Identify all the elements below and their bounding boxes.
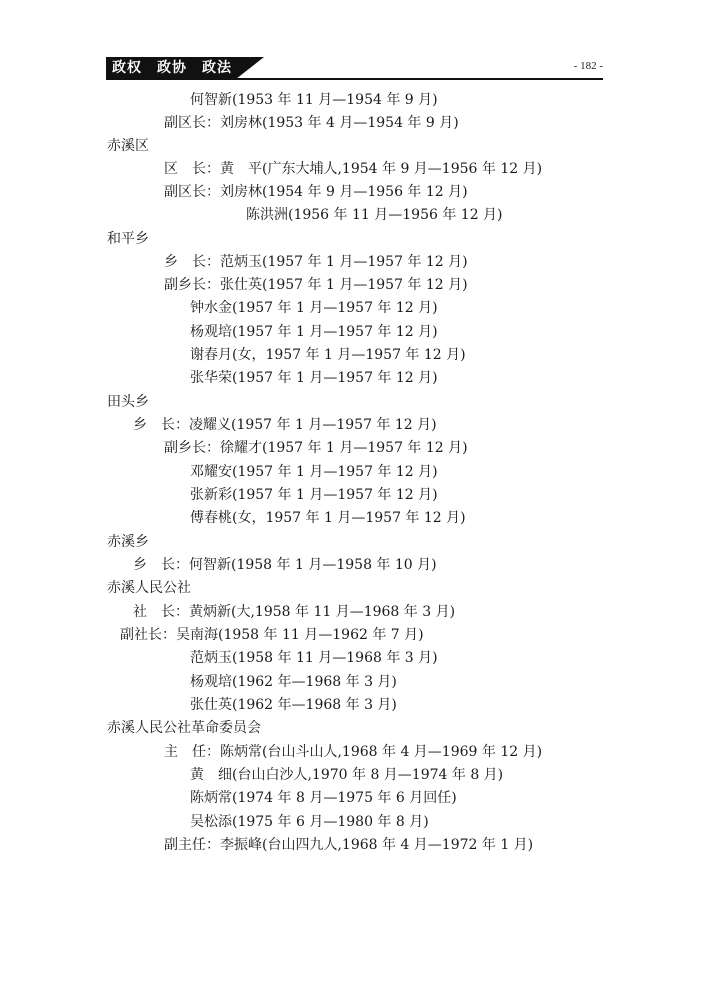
header-band-tail xyxy=(236,57,264,79)
text-line: 乡 长：凌耀义(1957 年 1 月—1957 年 12 月) xyxy=(133,417,437,433)
text-line: 陈洪洲(1956 年 11 月—1956 年 12 月) xyxy=(246,207,503,223)
text-line: 杨观培(1962 年—1968 年 3 月) xyxy=(190,674,397,690)
text-line: 邓耀安(1957 年 1 月—1957 年 12 月) xyxy=(190,464,438,480)
text-line: 吴松添(1975 年 6 月—1980 年 8 月) xyxy=(190,814,429,830)
text-line: 陈炳常(1974 年 8 月—1975 年 6 月回任) xyxy=(190,790,457,806)
text-line: 张华荣(1957 年 1 月—1957 年 12 月) xyxy=(190,370,438,386)
text-line: 乡 长：何智新(1958 年 1 月—1958 年 10 月) xyxy=(133,557,437,573)
text-line: 社 长：黄炳新(大,1958 年 11 月—1968 年 3 月) xyxy=(133,604,456,620)
page-number: - 182 - xyxy=(573,60,603,72)
text-line: 副社长：吴南海(1958 年 11 月—1962 年 7 月) xyxy=(120,627,424,643)
text-line: 黄 细(台山白沙人,1970 年 8 月—1974 年 8 月) xyxy=(190,767,504,783)
unit-heading: 赤溪人民公社 xyxy=(107,580,191,596)
text-line: 范炳玉(1958 年 11 月—1968 年 3 月) xyxy=(190,650,438,666)
text-line: 区 长：黄 平(广东大埔人,1954 年 9 月—1956 年 12 月) xyxy=(164,161,543,177)
unit-heading: 和平乡 xyxy=(107,231,149,247)
text-line: 副乡长：徐耀才(1957 年 1 月—1957 年 12 月) xyxy=(164,440,468,456)
text-line: 副区长：刘房林(1953 年 4 月—1954 年 9 月) xyxy=(164,115,459,131)
text-line: 杨观培(1957 年 1 月—1957 年 12 月) xyxy=(190,324,438,340)
unit-heading: 赤溪区 xyxy=(107,138,149,154)
text-line: 何智新(1953 年 11 月—1954 年 9 月) xyxy=(190,92,438,108)
header-rule xyxy=(106,78,603,80)
unit-heading: 赤溪人民公社革命委员会 xyxy=(107,720,261,736)
text-line: 傅春桃(女，1957 年 1 月—1957 年 12 月) xyxy=(190,510,466,526)
text-line: 副主任：李振峰(台山四九人,1968 年 4 月—1972 年 1 月) xyxy=(164,837,534,853)
text-line: 张仕英(1962 年—1968 年 3 月) xyxy=(190,697,397,713)
section-title: 政权 政协 政法 xyxy=(112,60,232,76)
text-line: 主 任：陈炳常(台山斗山人,1968 年 4 月—1969 年 12 月) xyxy=(164,744,543,760)
text-line: 乡 长：范炳玉(1957 年 1 月—1957 年 12 月) xyxy=(164,254,468,270)
text-line: 张新彩(1957 年 1 月—1957 年 12 月) xyxy=(190,487,438,503)
text-line: 副乡长：张仕英(1957 年 1 月—1957 年 12 月) xyxy=(164,277,468,293)
unit-heading: 田头乡 xyxy=(107,394,149,410)
unit-heading: 赤溪乡 xyxy=(107,534,149,550)
text-line: 副区长：刘房林(1954 年 9 月—1956 年 12 月) xyxy=(164,184,468,200)
text-line: 钟水金(1957 年 1 月—1957 年 12 月) xyxy=(190,300,438,316)
text-line: 谢春月(女，1957 年 1 月—1957 年 12 月) xyxy=(190,347,466,363)
